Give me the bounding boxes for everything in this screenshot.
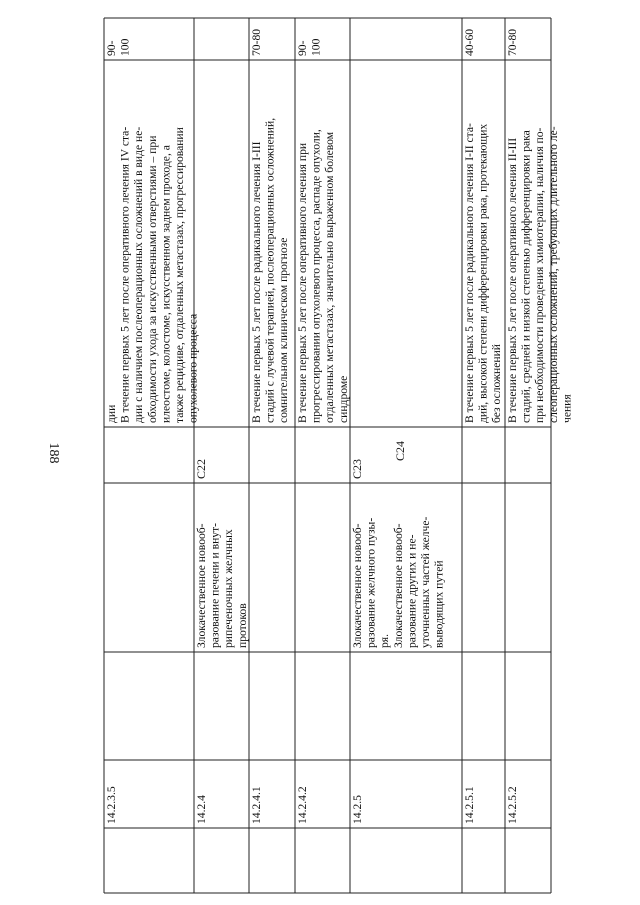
disease-name-line: Злокачественное новооб- (391, 523, 405, 648)
row-number: 14.2.5 (351, 795, 364, 824)
criteria-line: В течение первых 5 лет после радикального лечения I-II ста- (463, 123, 476, 423)
disease-name-line: рипеченочных желчных (222, 529, 236, 648)
disability-percent: 90- (296, 40, 309, 56)
criteria-line: В течение первых 5 лет после радикального лечения I-III (250, 141, 263, 423)
disability-percent: 40-60 (463, 28, 476, 56)
disease-name-line: уточненных частей желче- (419, 516, 432, 648)
disease-name-line: Злокачественное новооб- (195, 523, 208, 648)
criteria-line: обходимости ухода за искусственными отверстиями – при (145, 135, 159, 423)
disease-name-line: выводящих путей (432, 560, 446, 648)
criteria-line: отдаленных метастазах, значительно выраженном болевом (323, 131, 337, 423)
icd-code: C23 (350, 458, 364, 479)
criteria-line: сомнительном клиническом прогнозе (277, 237, 291, 423)
criteria-line: также рецидиве, отдаленных метастазах, прогрессировании (173, 127, 186, 423)
criteria-line: слеоперационных осложнений, требующих длительного ле- (546, 126, 560, 423)
icd-code: C24 (393, 440, 407, 461)
criteria-line: опухолевого процесса (186, 313, 200, 423)
row-number: 14.2.4.1 (250, 786, 263, 824)
disease-name-line: Злокачественное новооб- (351, 523, 364, 648)
criteria-line: стадий с лучевой терапией, послеоперационных осложнений, (263, 117, 277, 423)
criteria-line: В течение первых 5 лет после оперативного лечения при (296, 142, 309, 423)
row-number: 14.2.5.1 (463, 786, 476, 824)
criteria-line: В течение первых 5 лет после оперативного лечения IV ста- (118, 126, 132, 423)
disease-name-line: разование печени и внут- (208, 522, 222, 648)
disease-name-line: разование других и не- (405, 534, 419, 648)
criteria-line: В течение первых 5 лет после оперативного лечения II-III (506, 137, 519, 423)
criteria-line: дии (105, 404, 118, 423)
disease-name-line: ря. (378, 633, 392, 648)
disease-name-line: протоков (235, 603, 249, 648)
criteria-line: синдроме (336, 375, 350, 423)
criteria-line: дий, высокой степени дифференцировки рака, протекающих (476, 123, 490, 423)
criteria-line: дии с наличием послеоперационных осложнений в виде не- (132, 126, 146, 423)
page-number: 188 (46, 442, 61, 464)
criteria-line: стадий, средней и низкой степенью дифференцировки рака (519, 130, 533, 423)
criteria-line: чения (560, 394, 574, 423)
disability-percent: 90- (105, 40, 118, 56)
disability-percent: 70-80 (506, 28, 519, 56)
criteria-line: без осложнений (490, 343, 504, 423)
criteria-line: при необходимости проведения химиотерапии, наличия по- (533, 127, 547, 423)
row-number: 14.2.4 (195, 795, 208, 824)
criteria-line: прогрессировании опухолевого процесса, распаде опухоли, (309, 129, 323, 423)
row-number: 14.2.5.2 (506, 786, 519, 824)
row-number: 14.2.3.5 (105, 786, 118, 824)
row-number: 14.2.4.2 (296, 786, 309, 824)
criteria-line: илеостоме, колостоме, искусственном заднем проходе, а (159, 145, 173, 423)
icd-code: C22 (194, 458, 208, 479)
disability-percent: 70-80 (250, 28, 263, 56)
disability-percent: 100 (309, 38, 323, 56)
disability-percent: 100 (118, 38, 132, 56)
disease-name-line: разование желчного пузы- (364, 517, 378, 648)
